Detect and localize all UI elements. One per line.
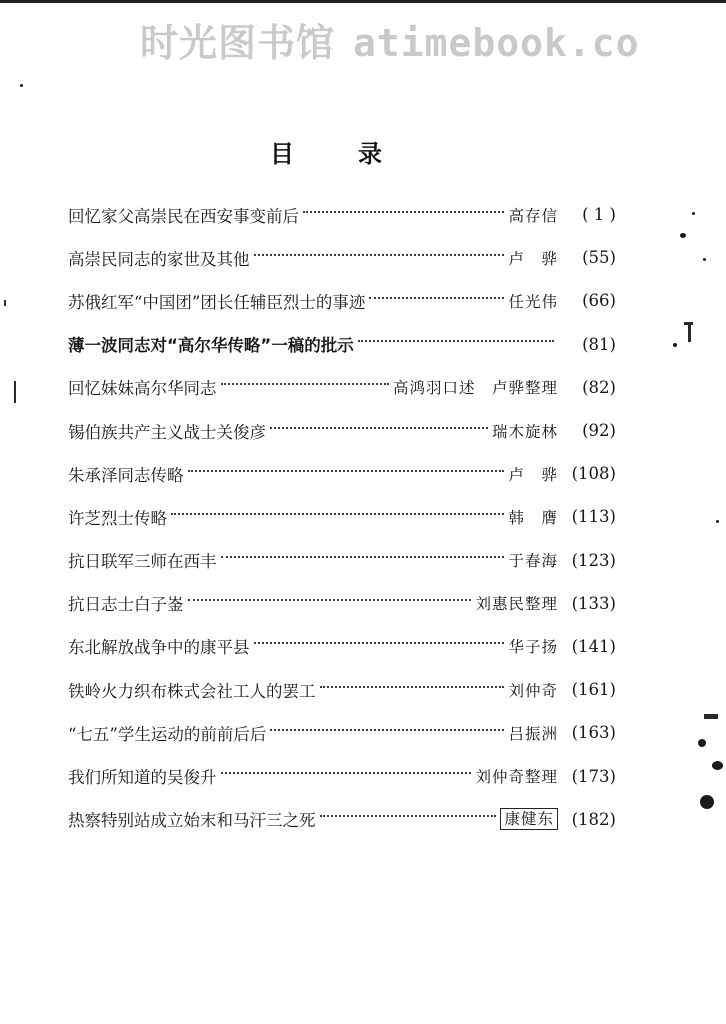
dot-leader — [188, 599, 472, 601]
scan-speck — [700, 795, 714, 809]
scan-speck — [712, 761, 723, 770]
table-of-contents — [68, 193, 616, 841]
entry-page: (66) — [582, 291, 616, 311]
dot-leader — [221, 772, 472, 774]
entry-page: (123) — [571, 550, 616, 570]
entry-title: 东北解放战争中的康平县 — [68, 638, 250, 658]
entry-title: 热察特别站成立始末和马汗三之死 — [68, 811, 316, 831]
entry-author: 于春海 — [508, 552, 558, 571]
dot-leader — [320, 815, 497, 817]
scan-speck — [688, 322, 691, 342]
watermark — [140, 12, 640, 67]
entry-author: 刘仲奇 — [508, 681, 558, 700]
toc-entry — [68, 711, 616, 754]
entry-title: 抗日志士白子崟 — [68, 595, 184, 615]
entry-title: 回忆家父高崇民在西安事变前后 — [68, 206, 299, 226]
toc-entry — [68, 625, 616, 668]
entry-author: 刘仲奇整理 — [475, 768, 558, 787]
dot-leader — [369, 297, 504, 299]
toc-entry — [68, 409, 616, 452]
dot-leader — [270, 427, 488, 429]
entry-page: (108) — [571, 464, 616, 484]
dot-leader — [270, 729, 504, 731]
entry-page: (163) — [571, 723, 616, 743]
entry-author: 瑞木旋林 — [491, 422, 558, 441]
scan-speck — [4, 300, 6, 306]
entry-page: ( 1 ) — [582, 205, 616, 225]
scan-speck — [703, 258, 706, 261]
scan-speck — [698, 739, 706, 747]
scan-speck — [14, 381, 16, 403]
title-char-2: 录 — [358, 140, 382, 168]
entry-page: (81) — [582, 334, 616, 354]
entry-title: 许芝烈士传略 — [68, 508, 167, 528]
entry-author: 吕振洲 — [508, 724, 558, 743]
entry-title: 铁岭火力织布株式会社工人的罢工 — [68, 681, 316, 701]
dot-leader — [320, 686, 505, 688]
dot-leader — [221, 556, 505, 558]
entry-author: 任光伟 — [508, 292, 558, 311]
dot-leader — [358, 340, 554, 342]
toc-entry — [68, 582, 616, 625]
toc-entry — [68, 279, 616, 322]
entry-title: 朱承泽同志传略 — [68, 465, 184, 485]
toc-entry — [68, 668, 616, 711]
entry-page: (173) — [571, 766, 616, 786]
page-title — [270, 134, 382, 169]
scan-speck — [680, 233, 686, 238]
entry-author: 卢 骅 — [508, 465, 558, 484]
title-char-1: 目 — [270, 140, 294, 168]
toc-entry — [68, 539, 616, 582]
dot-leader — [303, 211, 504, 213]
entry-title: 高崇民同志的家世及其他 — [68, 249, 250, 269]
entry-author: 高鸿羽口述 卢骅整理 — [392, 379, 558, 398]
toc-entry — [68, 193, 616, 236]
scan-speck — [20, 84, 23, 87]
toc-entry — [68, 366, 616, 409]
entry-title: 抗日联军三师在西丰 — [68, 552, 217, 572]
scan-speck — [716, 520, 719, 523]
toc-entry — [68, 495, 616, 538]
scan-speck — [704, 714, 718, 719]
entry-page: (133) — [571, 593, 616, 613]
dot-leader — [221, 383, 389, 385]
entry-title: 锡伯族共产主义战士关俊彦 — [68, 422, 266, 442]
entry-author: 韩 膺 — [508, 508, 558, 527]
top-border — [0, 0, 726, 3]
dot-leader — [254, 642, 505, 644]
entry-page: (92) — [582, 421, 616, 441]
toc-entry — [68, 236, 616, 279]
entry-page: (55) — [582, 248, 616, 268]
watermark-brand: 时光图书馆 — [140, 21, 336, 65]
entry-title: 回忆妹妹高尔华同志 — [68, 379, 217, 399]
entry-page: (161) — [571, 680, 616, 700]
scan-speck — [673, 343, 677, 347]
scan-speck — [684, 322, 693, 325]
toc-entry — [68, 452, 616, 495]
entry-title: 苏俄红军“中国团”团长任辅臣烈士的事迹 — [68, 292, 366, 312]
dot-leader — [188, 470, 505, 472]
toc-entry — [68, 798, 616, 841]
toc-entry — [68, 754, 616, 797]
entry-page: (82) — [582, 377, 616, 397]
entry-title: 薄一波同志对“高尔华传略”一稿的批示 — [68, 336, 354, 356]
entry-title: “七五”学生运动的前前后后 — [68, 724, 267, 744]
entry-title: 我们所知道的吴俊升 — [68, 768, 217, 788]
dot-leader — [171, 513, 504, 515]
watermark-site: atimebook.co — [353, 21, 640, 65]
entry-author: 卢 骅 — [508, 249, 558, 268]
entry-page: (182) — [571, 809, 616, 829]
entry-page: (141) — [571, 636, 616, 656]
entry-author: 华子扬 — [508, 638, 558, 657]
entry-author: 康健东 — [500, 808, 558, 830]
entry-page: (113) — [571, 507, 616, 527]
entry-author: 高存信 — [508, 206, 558, 225]
dot-leader — [254, 254, 505, 256]
scan-speck — [692, 212, 695, 215]
toc-entry — [68, 323, 616, 366]
entry-author: 刘惠民整理 — [475, 595, 558, 614]
